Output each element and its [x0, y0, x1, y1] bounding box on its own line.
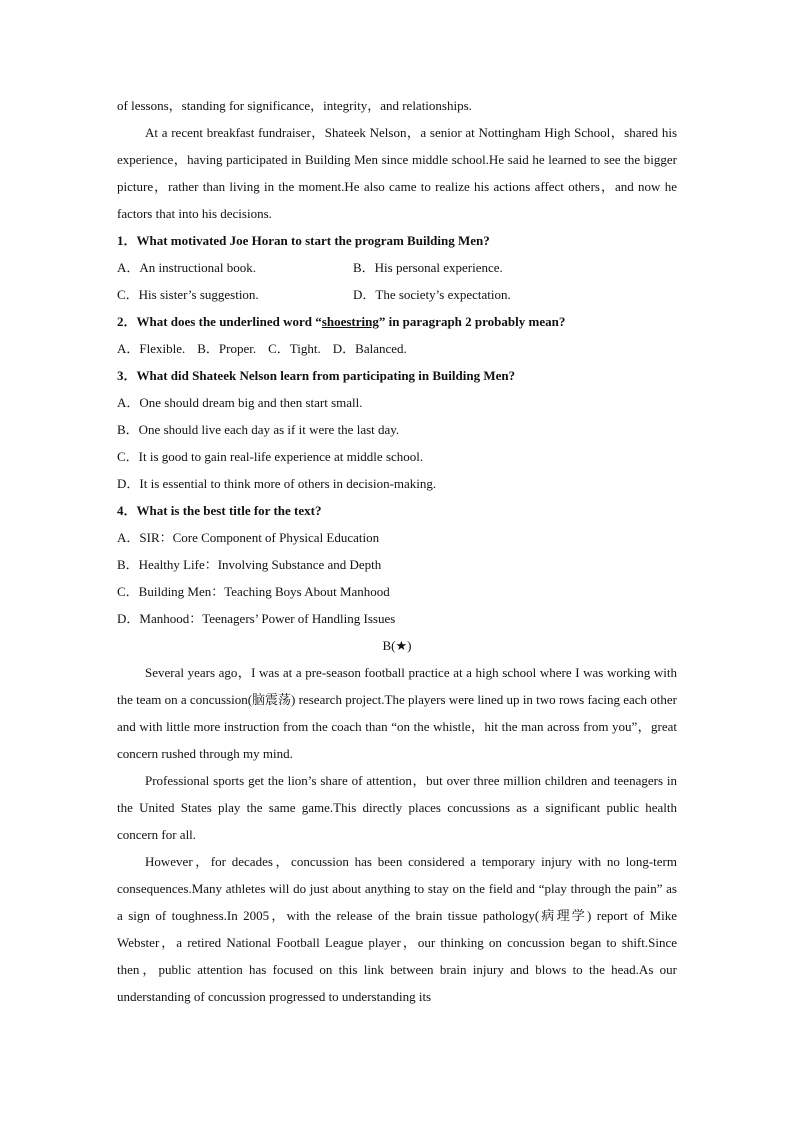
- question-2-option-c: C．Tight.: [268, 341, 321, 356]
- question-3-option-d: D．It is essential to think more of others in decision-making.: [117, 476, 437, 491]
- question-3-option-b: B．One should live each day as if it were the last day.: [117, 422, 400, 437]
- question-2-stem-pre: 2．What does the underlined word “: [117, 314, 322, 329]
- question-2-options: [117, 335, 677, 362]
- question-2-option-d: D．Balanced.: [332, 341, 407, 356]
- question-2-underlined-word: shoestring: [321, 314, 379, 329]
- question-2-stem-post: ” in paragraph 2 probably mean?: [378, 314, 566, 329]
- passage-a-continuation: of lessons，standing for significance，integrity，and relationships.: [117, 98, 472, 113]
- question-2-stem: [117, 308, 677, 335]
- question-4-stem: 4．What is the best title for the text?: [117, 503, 322, 518]
- question-3-option-a: A．One should dream big and then start small.: [117, 395, 363, 410]
- question-1-option-c: C．His sister’s suggestion.: [117, 287, 259, 302]
- question-4-option-a: A．SIR：Core Component of Physical Education: [117, 530, 380, 545]
- question-1-option-b: B．His personal experience.: [353, 260, 503, 275]
- question-4-option-d: D．Manhood：Teenagers’ Power of Handling Issues: [117, 611, 396, 626]
- question-1-option-d: D．The society’s expectation.: [353, 287, 511, 302]
- passage-b-paragraph-2: Professional sports get the lion’s share of attention，but over three million children and teenagers in the United States play the same game.This directly places concussions as a significant public health concern for all.: [117, 773, 677, 842]
- question-1-stem: 1．What motivated Joe Horan to start the program Building Men?: [117, 233, 490, 248]
- passage-a-last-paragraph: At a recent breakfast fundraiser，Shateek Nelson，a senior at Nottingham High School，shared his experience，having participated in Building Men since middle school.He said he learned to see the bigger picture，rather than living in the moment.He also came to realize his actions affect others，and now he factors that into his decisions.: [117, 125, 677, 221]
- question-3-option-c: C．It is good to gain real-life experience at middle school.: [117, 449, 424, 464]
- question-2-option-a: A．Flexible.: [117, 341, 186, 356]
- passage-b-paragraph-1: Several years ago，I was at a pre-season football practice at a high school where I was working with the team on a concussion(脑震荡) research project.The players were lined up in two rows facing each other and with little more instruction from the coach than “on the whistle，hit the man across from you”，great concern rushed through my mind.: [117, 665, 677, 761]
- question-3-stem: 3．What did Shateek Nelson learn from participating in Building Men?: [117, 368, 516, 383]
- question-4-option-b: B．Healthy Life：Involving Substance and Depth: [117, 557, 382, 572]
- question-4-option-c: C．Building Men：Teaching Boys About Manhood: [117, 584, 390, 599]
- passage-b-paragraph-3: However，for decades，concussion has been considered a temporary injury with no long-term consequences.Many athletes will do just about anything to stay on the field and “play through the pain” as a sign of toughness.In 2005，with the release of the brain tissue pathology(病理学) report of Mike Webster，a retired National Football League player，our thinking on concussion began to shift.Since then，public attention has focused on this link between brain injury and blows to the head.As our understanding of concussion progressed to understanding its: [117, 854, 677, 1004]
- question-1-options-row-1: [117, 254, 677, 281]
- question-2-option-b: B．Proper.: [197, 341, 257, 356]
- question-1-option-a: A．An instructional book.: [117, 260, 257, 275]
- passage-b-title: B(★): [382, 638, 412, 653]
- question-1-options-row-2: [117, 281, 677, 308]
- document-page: [117, 92, 677, 1010]
